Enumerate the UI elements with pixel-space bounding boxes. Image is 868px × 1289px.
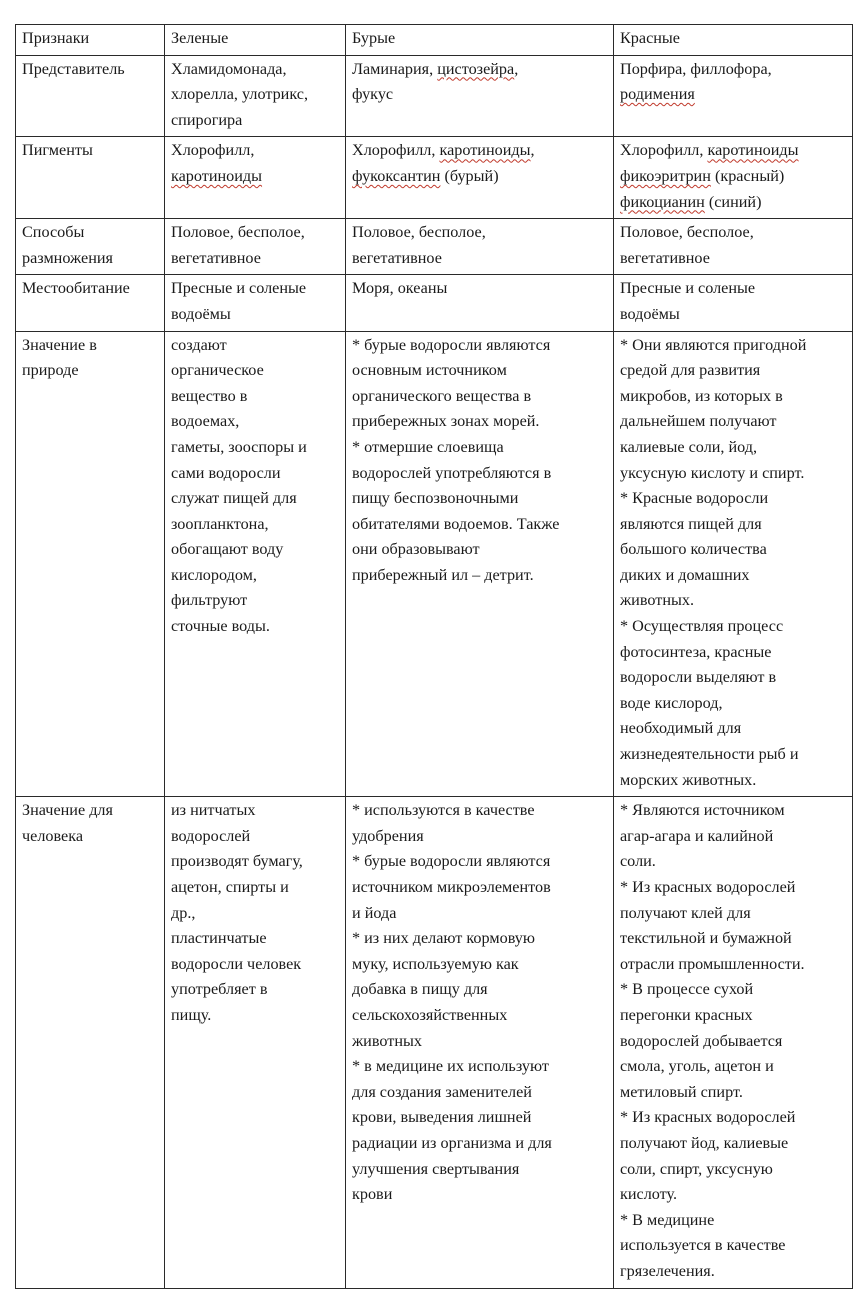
cell-red: [614, 275, 853, 331]
cell-line: фотосинтеза, красные: [620, 642, 772, 661]
cell-brown: [346, 55, 614, 137]
cell-line: пищу беспозвоночными: [352, 489, 519, 508]
cell-line: употребляет в: [171, 980, 268, 999]
header-cell-brown: [346, 25, 614, 56]
cell-line: фукус: [352, 85, 394, 104]
cell-line: * в медицине их используют: [352, 1057, 549, 1076]
cell-line: * Они являются пригодной: [620, 335, 807, 354]
header-row: [16, 25, 853, 56]
cell-line: добавка в пищу для: [352, 980, 488, 999]
cell-text: Хлорофилл,: [352, 141, 440, 160]
table-row-representatives: [16, 55, 853, 137]
spellcheck-underlined-word: каротиноиды: [707, 141, 799, 160]
cell-line: уксусную кислоту и спирт.: [620, 463, 805, 482]
cell-line: [620, 82, 848, 108]
table-row-role-in-nature: [16, 331, 853, 797]
cell-feature: [16, 331, 165, 797]
table-row-habitat: [16, 275, 853, 331]
cell-line: удобрения: [352, 826, 424, 845]
cell-line: вещество в: [171, 386, 248, 405]
cell-text: (синий): [704, 192, 762, 211]
cell-line: водоёмы: [620, 304, 680, 323]
cell-line: муку, используемую как: [352, 954, 519, 973]
cell-line: Моря, океаны: [352, 279, 448, 298]
cell-line: сточные воды.: [171, 617, 270, 636]
cell-line: водоросли человек: [171, 954, 302, 973]
cell-line: зоопланктона,: [171, 514, 269, 533]
cell-line: радиации из организма и для: [352, 1133, 552, 1152]
cell-line: улучшения свертывания: [352, 1159, 520, 1178]
spellcheck-underlined-word: каротиноиды: [439, 141, 531, 160]
cell-line: * из них делают кормовую: [352, 929, 535, 948]
cell-line: * В процессе сухой: [620, 980, 754, 999]
cell-brown: [346, 219, 614, 275]
cell-line: гаметы, зооспоры и: [171, 437, 307, 456]
cell-line: воде кислород,: [620, 693, 723, 712]
header-text: Бурые: [352, 29, 396, 47]
cell-line: соли, спирт, уксусную: [620, 1159, 773, 1178]
cell-line: человека: [22, 826, 84, 845]
cell-text: Ламинария,: [352, 59, 438, 78]
spellcheck-underlined-word: цистозейра: [437, 59, 515, 78]
cell-line: и йода: [352, 903, 397, 922]
cell-line: средой для развития: [620, 361, 761, 380]
cell-line: дальнейшем получают: [620, 412, 777, 431]
spellcheck-underlined-word: каротиноиды: [171, 166, 263, 185]
cell-feature: [16, 137, 165, 219]
cell-line: водорослей добывается: [620, 1031, 783, 1050]
cell-line: создают: [171, 335, 227, 354]
cell-line: источником микроэлементов: [352, 878, 551, 896]
cell-line: Порфира, филлофора,: [620, 59, 772, 78]
cell-line: Пресные и соленые: [620, 279, 756, 298]
cell-line: животных.: [620, 591, 695, 610]
header-text: Признаки: [22, 29, 90, 47]
cell-line: Пигменты: [22, 141, 93, 160]
header-text: Красные: [620, 29, 680, 47]
cell-line: сами водоросли: [171, 463, 281, 482]
cell-line: * бурые водоросли являются: [352, 852, 551, 871]
cell-feature: [16, 55, 165, 137]
cell-line: перегонки красных: [620, 1005, 753, 1024]
cell-line: водоёмы: [171, 304, 231, 323]
cell-line: пластинчатые: [171, 929, 267, 948]
cell-red: [614, 137, 853, 219]
cell-line: [352, 57, 609, 83]
cell-green: [165, 137, 346, 219]
cell-line: производят бумагу,: [171, 852, 303, 871]
cell-line: получают йод, калиевые: [620, 1133, 789, 1152]
cell-line: водорослей: [171, 826, 251, 845]
cell-line: вегетативное: [171, 248, 261, 267]
cell-line: микробов, из которых в: [620, 386, 783, 405]
cell-line: * Из красных водорослей: [620, 1108, 796, 1127]
cell-feature: [16, 797, 165, 1288]
cell-line: диких и домашних: [620, 565, 750, 584]
cell-line: необходимый для: [620, 719, 742, 738]
cell-line: др.,: [171, 903, 196, 922]
cell-line: * используются в качестве: [352, 801, 535, 820]
cell-line: * отмершие слоевища: [352, 437, 504, 456]
cell-line: метиловый спирт.: [620, 1082, 743, 1101]
spellcheck-underlined-word: фикоэритрин: [620, 166, 711, 185]
cell-line: [352, 138, 609, 164]
cell-line: Хлорофилл,: [171, 141, 255, 160]
spellcheck-underlined-word: фикоцианин: [620, 192, 705, 211]
spellcheck-underlined-word: фукоксантин: [352, 166, 441, 185]
cell-line: прибережный ил – детрит.: [352, 565, 534, 584]
algae-comparison-table: [15, 24, 853, 1289]
cell-line: прибережных зонах морей.: [352, 412, 540, 431]
cell-line: Половое, бесполое,: [171, 223, 305, 242]
cell-green: [165, 797, 346, 1288]
cell-line: * В медицине: [620, 1210, 715, 1229]
cell-line: грязелечения.: [620, 1261, 715, 1280]
cell-line: водоросли выделяют в: [620, 668, 777, 687]
cell-line: фильтруют: [171, 591, 248, 610]
cell-line: вегетативное: [620, 248, 710, 267]
cell-line: * Из красных водорослей: [620, 878, 796, 896]
header-text: Зеленые: [171, 29, 229, 47]
cell-line: Представитель: [22, 59, 125, 78]
cell-line: для создания заменителей: [352, 1082, 532, 1101]
cell-line: являются пищей для: [620, 514, 762, 533]
cell-line: Половое, бесполое,: [352, 223, 486, 242]
cell-line: калиевые соли, йод,: [620, 437, 758, 456]
cell-line: агар-агара и калийной: [620, 826, 774, 845]
cell-brown: [346, 797, 614, 1288]
cell-text: (бурый): [440, 166, 499, 185]
cell-line: животных: [352, 1031, 422, 1050]
cell-line: отрасли промышленности.: [620, 954, 805, 973]
table-row-role-for-humans: [16, 797, 853, 1288]
cell-feature: [16, 275, 165, 331]
cell-line: водоемах,: [171, 412, 240, 431]
cell-line: используется в качестве: [620, 1236, 786, 1255]
cell-line: Половое, бесполое,: [620, 223, 754, 242]
cell-text: (красный): [710, 166, 785, 185]
cell-line: кислородом,: [171, 565, 257, 584]
cell-green: [165, 219, 346, 275]
table-row-reproduction: [16, 219, 853, 275]
cell-line: Хламидомонада,: [171, 59, 287, 78]
cell-green: [165, 55, 346, 137]
cell-red: [614, 55, 853, 137]
cell-line: соли.: [620, 852, 656, 871]
cell-line: водорослей употребляются в: [352, 463, 552, 482]
cell-line: морских животных.: [620, 770, 757, 789]
header-cell-green: [165, 25, 346, 56]
cell-line: пищу.: [171, 1005, 212, 1024]
cell-line: большого количества: [620, 540, 767, 559]
cell-line: они образовывают: [352, 540, 480, 559]
cell-line: * бурые водоросли являются: [352, 335, 551, 354]
cell-line: * Являются источником: [620, 801, 785, 820]
cell-line: [171, 164, 341, 190]
cell-line: Способы: [22, 223, 85, 242]
cell-line: получают клей для: [620, 903, 751, 922]
cell-brown: [346, 275, 614, 331]
cell-brown: [346, 331, 614, 797]
cell-line: [620, 190, 848, 216]
cell-line: Местообитание: [22, 279, 130, 298]
cell-line: * Красные водоросли: [620, 489, 769, 508]
cell-line: жизнедеятельности рыб и: [620, 745, 799, 764]
cell-line: крови, выведения лишней: [352, 1108, 532, 1127]
cell-text: Хлорофилл,: [620, 141, 708, 160]
cell-line: ацетон, спирты и: [171, 878, 289, 896]
cell-brown: [346, 137, 614, 219]
cell-line: Значение для: [22, 801, 113, 820]
cell-line: обогащают воду: [171, 540, 284, 559]
cell-line: основным источником: [352, 361, 507, 380]
cell-line: сельскохозяйственных: [352, 1005, 508, 1024]
cell-red: [614, 331, 853, 797]
table-row-pigments: [16, 137, 853, 219]
table-body: [16, 25, 853, 1289]
cell-line: [620, 164, 848, 190]
cell-line: смола, уголь, ацетон и: [620, 1057, 774, 1076]
cell-feature: [16, 219, 165, 275]
cell-line: Пресные и соленые: [171, 279, 307, 298]
cell-line: крови: [352, 1185, 393, 1204]
cell-line: хлорелла, улотрикс,: [171, 85, 309, 104]
cell-line: [352, 164, 609, 190]
cell-line: органическое: [171, 361, 264, 380]
cell-line: размножения: [22, 248, 113, 267]
cell-red: [614, 797, 853, 1288]
cell-line: служат пищей для: [171, 489, 297, 508]
spellcheck-underlined-word: родимения: [620, 85, 695, 104]
cell-line: обитателями водоемов. Также: [352, 514, 560, 533]
header-cell-red: [614, 25, 853, 56]
cell-line: [620, 138, 848, 164]
cell-text: ,: [530, 141, 535, 160]
cell-line: спирогира: [171, 110, 243, 129]
header-cell-features: [16, 25, 165, 56]
cell-line: органического вещества в: [352, 386, 532, 405]
cell-line: текстильной и бумажной: [620, 929, 792, 948]
cell-line: Значение в: [22, 335, 97, 354]
cell-line: природе: [22, 361, 79, 380]
cell-text: ,: [514, 59, 519, 78]
cell-green: [165, 275, 346, 331]
cell-line: вегетативное: [352, 248, 442, 267]
cell-line: * Осуществляя процесс: [620, 617, 784, 636]
cell-line: из нитчатых: [171, 801, 256, 820]
cell-red: [614, 219, 853, 275]
cell-line: кислоту.: [620, 1185, 678, 1204]
cell-green: [165, 331, 346, 797]
